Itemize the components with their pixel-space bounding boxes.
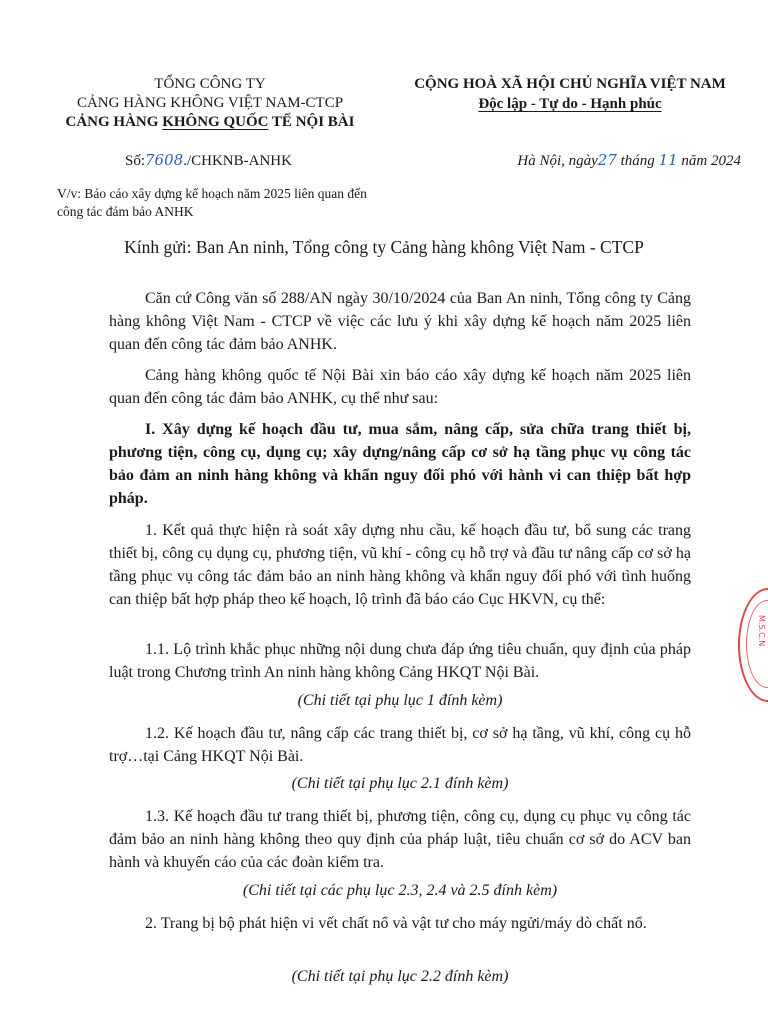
national-motto [385,96,755,113]
paragraph-item-1 [109,519,691,611]
paragraph-item-1-1 [109,638,691,684]
org-airport-name [40,114,380,131]
paragraph-basis-text: Căn cứ Công văn số 288/AN ngày 30/10/2024 của Ban An ninh, Tổng công ty Cảng hàng không Việt Nam - CTCP về việc các lưu ý khi xây dựng kế hoạch năm 2025 liên quan đến công tác đảm bảo ANHK. [109,290,691,353]
doc-number-suffix: ./CHKNB-ANHK [183,153,292,169]
org-parent-name: TỔNG CÔNG TY [154,76,266,92]
document-subject: V/v: Báo cáo xây dựng kế hoạch năm 2025 liên quan đến công tác đảm bảo ANHK [57,186,367,219]
org-airport-name-part1: CẢNG HÀNG [65,114,163,130]
recipient-line: Kính gửi: Ban An ninh, Tổng công ty Cảng hàng không Việt Nam - CTCP [124,237,644,257]
national-title: CỘNG HOÀ XÃ HỘI CHỦ NGHĨA VIỆT NAM [414,76,726,92]
paragraph-item-2 [109,912,691,935]
document-number [125,151,292,170]
paragraph-item-1-text: 1. Kết quả thực hiện rà soát xây dựng nhu cầu, kế hoạch đầu tư, bổ sung các trang thiết bị, công cụ dụng cụ, phương tiện, vũ khí - công cụ hỗ trợ và đầu tư nâng cấp cơ sở hạ tầng phục vụ công tác đảm bảo an ninh hàng không và khẩn nguy đối phó với tình huống can thiệp bất hợp pháp theo kế hoạch, lộ trình đã báo cáo Cục HKVN, cụ thể: [109,522,691,608]
date-month-label: tháng [616,153,659,169]
org-airport-name-underlined: KHÔNG QUỐC [162,114,269,130]
paragraph-item-1-3 [109,805,691,874]
org-corporation-name: CẢNG HÀNG KHÔNG VIỆT NAM-CTCP [76,95,344,111]
paragraph-item-2-text: 2. Trang bị bộ phát hiện vi vết chất nổ và vật tư cho máy ngửi/máy dò chất nổ. [145,915,647,932]
document-date [517,151,741,170]
national-motto-text: Độc lập - Tự do - Hạnh phúc [478,96,662,112]
note-appendix-2-1: (Chi tiết tại phụ lục 2.1 đính kèm) [291,775,509,792]
doc-number-handwritten: 7608 [145,151,184,169]
date-year: năm 2024 [677,153,741,169]
date-place: Hà Nội, ngày [517,153,598,169]
org-airport-name-part3: TẾ NỘI BÀI [268,114,355,130]
date-day: 27 [597,151,617,169]
paragraph-item-1-2-text: 1.2. Kế hoạch đầu tư, nâng cấp các trang thiết bị, cơ sở hạ tầng, vũ khí, công cụ hỗ trợ…tại Cảng HKQT Nội Bài. [109,725,691,765]
red-seal-text: M.S.C.N [757,615,766,647]
paragraph-intro-text: Cảng hàng không quốc tế Nội Bài xin báo cáo xây dựng kế hoạch năm 2025 liên quan đến công tác đảm bảo ANHK, cụ thể như sau: [109,367,691,407]
paragraph-item-1-1-text: 1.1. Lộ trình khắc phục những nội dung chưa đáp ứng tiêu chuẩn, quy định của pháp luật trong Chương trình An ninh hàng không Cảng HKQT Nội Bài. [109,641,691,681]
date-month: 11 [658,151,678,169]
note-appendix-2-2: (Chi tiết tại phụ lục 2.2 đính kèm) [291,968,509,985]
paragraph-intro [109,364,691,410]
paragraph-item-1-2 [109,722,691,768]
section-heading-1 [109,418,691,510]
paragraph-item-1-3-text: 1.3. Kế hoạch đầu tư trang thiết bị, phương tiện, công cụ, dụng cụ phục vụ công tác đảm bảo an ninh hàng không theo quy định của pháp luật, tiêu chuẩn cơ sở do ACV ban hành và khuyến cáo của các đoàn kiểm tra. [109,808,691,871]
note-appendix-2-3-2-5: (Chi tiết tại các phụ lục 2.3, 2.4 và 2.5 đính kèm) [242,882,558,899]
doc-number-prefix: Số: [125,153,146,169]
paragraph-basis [109,287,691,356]
note-appendix-1: (Chi tiết tại phụ lục 1 đính kèm) [297,692,503,709]
section-heading-1-text: I. Xây dựng kế hoạch đầu tư, mua sắm, nâng cấp, sửa chữa trang thiết bị, phương tiện, công cụ, dụng cụ; xây dựng/nâng cấp cơ sở hạ tầng phục vụ công tác bảo đảm an ninh hàng không và khẩn nguy đối phó với hành vi can thiệp bất hợp pháp. [109,421,691,507]
